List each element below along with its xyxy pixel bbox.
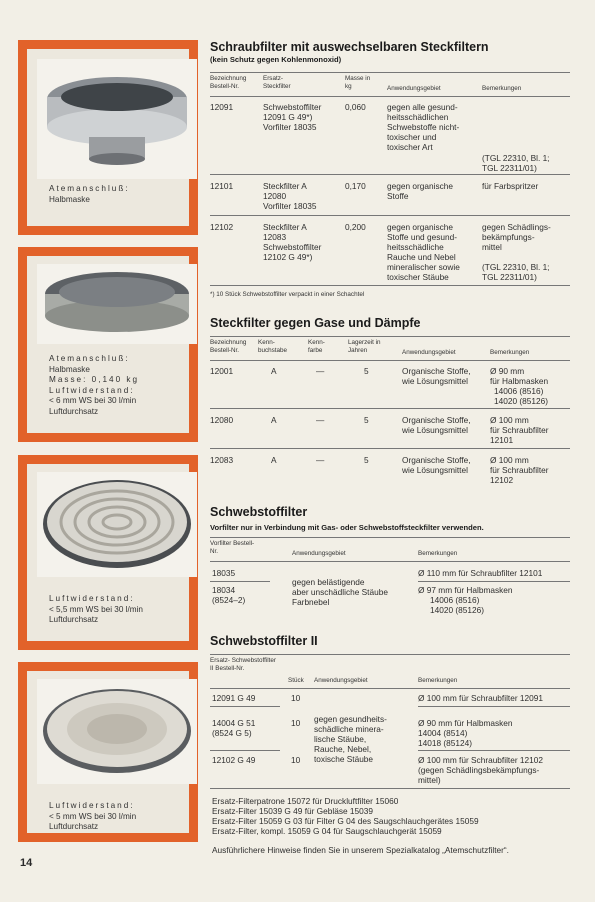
s2-row2-nr: 12080: [210, 415, 234, 425]
s2-row3-anw: Organische Stoffe, wie Lösungsmittel: [402, 455, 471, 475]
panel-2: [18, 247, 198, 442]
s1-row2-nr: 12101: [210, 181, 234, 191]
panel-2-line-2: Halbmaske: [49, 364, 90, 374]
section-1-title: Schraubfilter mit auswechselbaren Steckfiltern: [210, 40, 489, 54]
s2-row2-lz: 5: [364, 415, 369, 425]
panel-3: [18, 455, 198, 650]
s4-row2-bem: Ø 90 mm für Halbmasken 14004 (8514) 14018 (85124): [418, 718, 513, 748]
s2-row3-kf: —: [316, 455, 325, 465]
section-2-title: Steckfilter gegen Gase und Dämpfe: [210, 316, 421, 330]
section-3-subtitle: Vorfilter nur in Verbindung mit Gas- oder Schwebstoffsteckfilter verwenden.: [210, 523, 484, 532]
panel-4: [18, 662, 198, 842]
s2-header-bem: Bemerkungen: [490, 349, 530, 356]
s2-row1-anw: Organische Stoffe, wie Lösungsmittel: [402, 366, 471, 386]
screw-filter-image: [37, 59, 197, 179]
s4-header-anw: Anwendungsgebiet: [314, 677, 368, 684]
s3-header-anw: Anwendungsgebiet: [292, 550, 346, 557]
s4-extra: Ersatz-Filterpatrone 15072 für Druckluftfilter 15060 Ersatz-Filter 15039 G 49 für Gebläse 15039 Ersatz-Filter 15059 G 03 für Filter G 04 des Saugschlauchgerätes 15059 Ersatz-Filter, kompl. 15059 G 04 für Saugschlauchgerät 15059: [212, 796, 479, 836]
s2-row3-nr: 12083: [210, 455, 234, 465]
s3-row2-nr: 18034 (8524–2): [212, 585, 246, 605]
s2-header-kf: Kenn- farbe: [308, 339, 325, 354]
plug-filter-image: [37, 264, 197, 344]
s1-header-anw: Anwendungsgebiet: [387, 85, 441, 92]
s1-row3-bem: gegen Schädlings- bekämpfungs- mittel (TGL 22310, Bl. 1; TGL 22311/01): [482, 222, 551, 282]
particle-filter-image: [37, 472, 197, 577]
panel-2-line-4: Luftwiderstand:: [49, 385, 135, 395]
s2-row2-anw: Organische Stoffe, wie Lösungsmittel: [402, 415, 471, 435]
panel-4-line-2: < 5 mm WS bei 30 l/min: [49, 811, 137, 821]
s2-header-lz: Lagerzeit in Jahren: [348, 339, 381, 354]
s2-row3-bem: Ø 100 mm für Schraubfilter 12102: [490, 455, 549, 485]
panel-2-line-3: Masse: 0,140 kg: [49, 375, 140, 384]
s4-header-st: Stück: [288, 677, 304, 684]
s1-row2-ersatz: Steckfilter A 12080 Vorfilter 18035: [263, 181, 317, 211]
panel-3-line-3: Luftdurchsatz: [49, 615, 99, 624]
panel-2-line-6: Luftdurchsatz: [49, 406, 99, 416]
section-3-title: Schwebstoffilter: [210, 505, 308, 519]
s1-row3-masse: 0,200: [345, 222, 366, 232]
s4-anw: gegen gesundheits- schädliche minera- lische Stäube, Rauche, Nebel, toxische Stäube: [314, 714, 387, 764]
s1-row1-ersatz: Schwebstoffilter 12091 G 49*) Vorfilter 18035: [263, 102, 322, 132]
page-number: 14: [20, 857, 33, 869]
s2-header-anw: Anwendungsgebiet: [402, 349, 456, 356]
s4-row2-nr: 14004 G 51 (8524 G 5): [212, 718, 256, 738]
s1-row2-bem: für Farbspritzer: [482, 181, 539, 191]
s1-row2-anw: gegen organische Stoffe: [387, 181, 453, 201]
s1-row3-nr: 12102: [210, 222, 234, 232]
s2-row1-lz: 5: [364, 366, 369, 376]
s1-row1-bem: (TGL 22310, Bl. 1; TGL 22311/01): [482, 153, 550, 173]
s1-row3-ersatz: Steckfilter A 12083 Schwebstoffilter 12102 G 49*): [263, 222, 322, 262]
s3-anw: gegen belästigende aber unschädliche Stäube Farbnebel: [292, 577, 388, 607]
s3-row1-nr: 18035: [212, 568, 236, 578]
panel-2-line-5: < 6 mm WS bei 30 l/min: [49, 396, 137, 405]
s4-row1-nr: 12091 G 49: [212, 693, 256, 703]
s3-row2-bem: Ø 97 mm für Halbmasken 14006 (8516) 14020 (85126): [418, 585, 513, 615]
s1-header-ersatz: Ersatz- Steckfilter: [263, 75, 291, 90]
s1-row1-anw: gegen alle gesund- heitsschädlichen Schwebstoffe nicht- toxischer und toxischer Art: [387, 102, 460, 152]
s4-header-bem: Bemerkungen: [418, 677, 458, 684]
s2-header-kb: Kenn- buchstabe: [258, 339, 288, 354]
panel-1-value: Halbmaske: [49, 194, 90, 204]
s4-header-nr: Ersatz- Schwebstoffilter II Bestell-Nr.: [210, 657, 277, 672]
panel-1-label: Atemanschluß:: [49, 184, 130, 193]
section-4-title: Schwebstoffilter II: [210, 634, 318, 648]
s2-row2-kf: —: [316, 415, 325, 425]
s1-row1-nr: 12091: [210, 102, 234, 112]
panel-3-line-2: < 5,5 mm WS bei 30 l/min: [49, 604, 143, 614]
panel-1: [18, 40, 198, 235]
panel-2-line-1: Atemanschluß:: [49, 354, 130, 363]
s2-row2-bem: Ø 100 mm für Schraubfilter 12101: [490, 415, 549, 445]
s1-row3-anw: gegen organische Stoffe und gesund- heitsschädliche Rauche und Nebel mineralischer sowie toxischer Stäube: [387, 222, 460, 282]
s4-row3-bem: Ø 100 mm für Schraubfilter 12102 (gegen Schädlingsbekämpfungs- mittel): [418, 755, 543, 785]
s2-row1-nr: 12001: [210, 366, 234, 376]
s1-row2-masse: 0,170: [345, 181, 366, 191]
s1-footnote: *) 10 Stück Schwebstoffilter verpackt in einer Schachtel: [210, 291, 365, 298]
panel-4-line-3: Luftdurchsatz: [49, 822, 99, 831]
s2-row1-kb: A: [271, 366, 277, 376]
s1-row1-masse: 0,060: [345, 102, 366, 112]
s1-header-masse: Masse in kg: [345, 75, 371, 90]
s3-header-bem: Bemerkungen: [418, 550, 458, 557]
s2-row1-bem: Ø 90 mm für Halbmasken 14006 (8516) 14020 (85126): [490, 366, 549, 406]
s2-row1-kf: —: [316, 366, 325, 376]
s1-header-bem: Bemerkungen: [482, 85, 522, 92]
s4-row3-st: 10: [291, 755, 301, 765]
s2-header-nr: Bezeichnung Bestell-Nr.: [210, 339, 247, 354]
s4-row3-nr: 12102 G 49: [212, 755, 256, 765]
s2-row2-kb: A: [271, 415, 277, 425]
panel-4-line-1: Luftwiderstand:: [49, 801, 135, 810]
section-1-subtitle: (kein Schutz gegen Kohlenmonoxid): [210, 55, 342, 64]
s1-header-nr: Bezeichnung Bestell-Nr.: [210, 75, 247, 90]
section-schraubfilter: [210, 40, 570, 64]
s2-row3-lz: 5: [364, 455, 369, 465]
s3-row1-bem: Ø 110 mm für Schraubfilter 12101: [418, 568, 543, 578]
s4-note: Ausführlichere Hinweise finden Sie in unserem Spezialkatalog „Atemschutzfilter“.: [212, 845, 509, 855]
particle-filter-ii-image: [37, 679, 197, 784]
s4-row1-bem: Ø 100 mm für Schraubfilter 12091: [418, 693, 543, 703]
panel-3-line-1: Luftwiderstand:: [49, 594, 135, 603]
s2-row3-kb: A: [271, 455, 277, 465]
s4-row1-st: 10: [291, 693, 301, 703]
s3-header-nr: Vorfilter Bestell-Nr.: [210, 540, 255, 555]
s4-row2-st: 10: [291, 718, 301, 728]
